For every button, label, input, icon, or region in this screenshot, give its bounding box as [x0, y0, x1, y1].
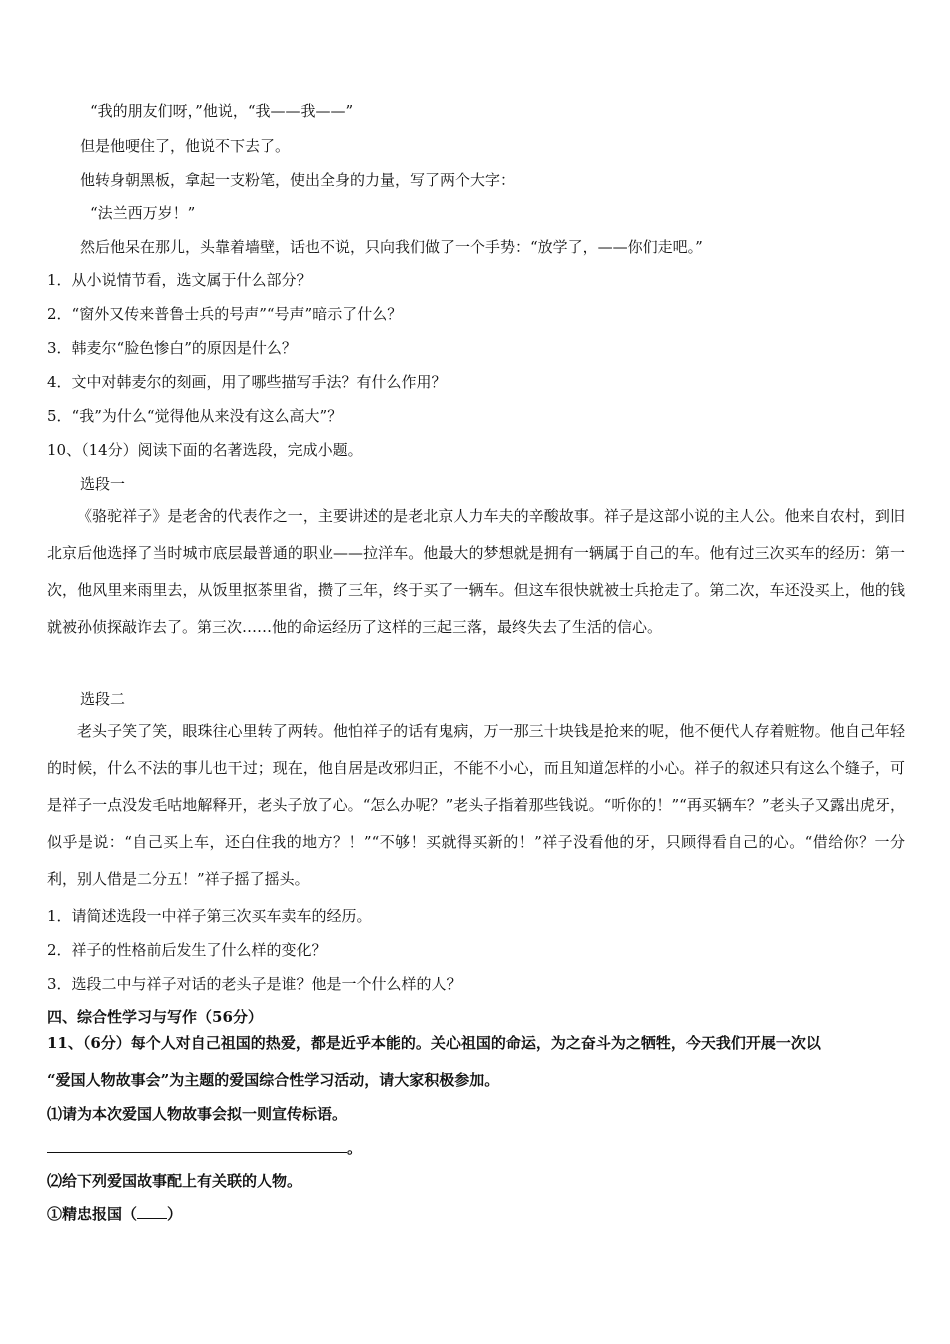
passage-line-3: 他转身朝黑板，拿起一支粉笔，使出全身的力量，写了两个大字：: [80, 171, 516, 189]
q10-item-3: 3．选段二中与祥子对话的老头子是谁？他是一个什么样的人？: [47, 975, 462, 993]
answer-line[interactable]: [47, 1138, 362, 1158]
q9-item-3: 3．韩麦尔“脸色惨白”的原因是什么？: [47, 339, 297, 357]
passage-line-5: 然后他呆在那儿，头靠着墙壁，话也不说，只向我们做了一个手势：“放学了，——你们走吧。”: [80, 238, 703, 256]
item1-blank[interactable]: [137, 1204, 167, 1219]
q11-sub-1: ⑴请为本次爱国人物故事会拟一则宣传标语。: [47, 1105, 348, 1123]
passage-line-2: 但是他哽住了，他说不下去了。: [80, 137, 291, 155]
q10-section2-label: 选段二: [80, 690, 126, 708]
q11-line-2: “爱国人物故事会”为主题的爱国综合性学习活动，请大家积极参加。: [47, 1071, 500, 1089]
q9-item-1: 1．从小说情节看，选文属于什么部分？: [47, 271, 312, 289]
item1-close: ）: [167, 1205, 183, 1223]
q11-line-1: 11、（6分）每个人对自己祖国的热爱，都是近乎本能的。关心祖国的命运，为之奋斗为之牺牲，今天我们开展一次以: [47, 1034, 821, 1052]
q11-sub-2: ⑵给下列爱国故事配上有关联的人物。: [47, 1172, 303, 1190]
q11-item-1: [47, 1204, 182, 1224]
q9-item-4: 4．文中对韩麦尔的刻画，用了哪些描写手法？有什么作用？: [47, 373, 447, 391]
q10-section2-text: 老头子笑了笑，眼珠往心里转了两转。他怕祥子的话有鬼病，万一那三十块钱是抢来的呢，他不便代人存着赃物。他自己年轻的时候，什么不法的事儿也干过；现在，他自居是改邪归正，不能不小心，而且知道怎样的小心。祥子的叙述只有这么个缝子，可是祥子一点没发毛咕地解释开，老头子放了心。“怎么办呢？”老头子指着那些钱说。“听你的！”“再买辆车？”老头子又露出虎牙，似乎是说：“自己买上车，还白住我的地方？！”“不够！买就得买新的！”祥子没看他的牙，只顾得看自己的心。“借给你？一分利，别人借是二分五！”祥子摇了摇头。: [47, 722, 905, 888]
q10-section1-label: 选段一: [80, 475, 126, 493]
q10-item-1: 1．请简述选段一中祥子第三次买车卖车的经历。: [47, 907, 372, 925]
passage-line-4: “法兰西万岁！”: [90, 204, 196, 222]
passage-line-1: “我的朋友们呀，”他说，“我——我——”: [90, 102, 354, 120]
q10-section1-text: 《骆驼祥子》是老舍的代表作之一，主要讲述的是老北京人力车夫的辛酸故事。祥子是这部小说的主人公。他来自农村，到旧北京后他选择了当时城市底层最普通的职业——拉洋车。他最大的梦想就是拥有一辆属于自己的车。他有过三次买车的经历：第一次，他风里来雨里去，从饭里抠茶里省，攒了三年，终于买了一辆车。但这车很快就被士兵抢走了。第二次，车还没买上，他的钱就被孙侦探敲诈去了。第三次……他的命运经历了这样的三起三落，最终失去了生活的信心。: [47, 507, 905, 636]
q9-item-5: 5．“我”为什么“觉得他从来没有这么高大”？: [47, 407, 343, 425]
item1-label: ①精忠报国（: [47, 1205, 138, 1223]
q9-item-2: 2．“窗外又传来普鲁士兵的号声”“号声”暗示了什么？: [47, 305, 403, 323]
answer-period: 。: [347, 1139, 363, 1157]
section4-title: 四、综合性学习与写作（56分）: [47, 1008, 263, 1026]
q10-heading: 10、（14分）阅读下面的名著选段，完成小题。: [47, 441, 363, 459]
q10-item-2: 2．祥子的性格前后发生了什么样的变化？: [47, 941, 327, 959]
answer-blank[interactable]: [47, 1138, 347, 1153]
